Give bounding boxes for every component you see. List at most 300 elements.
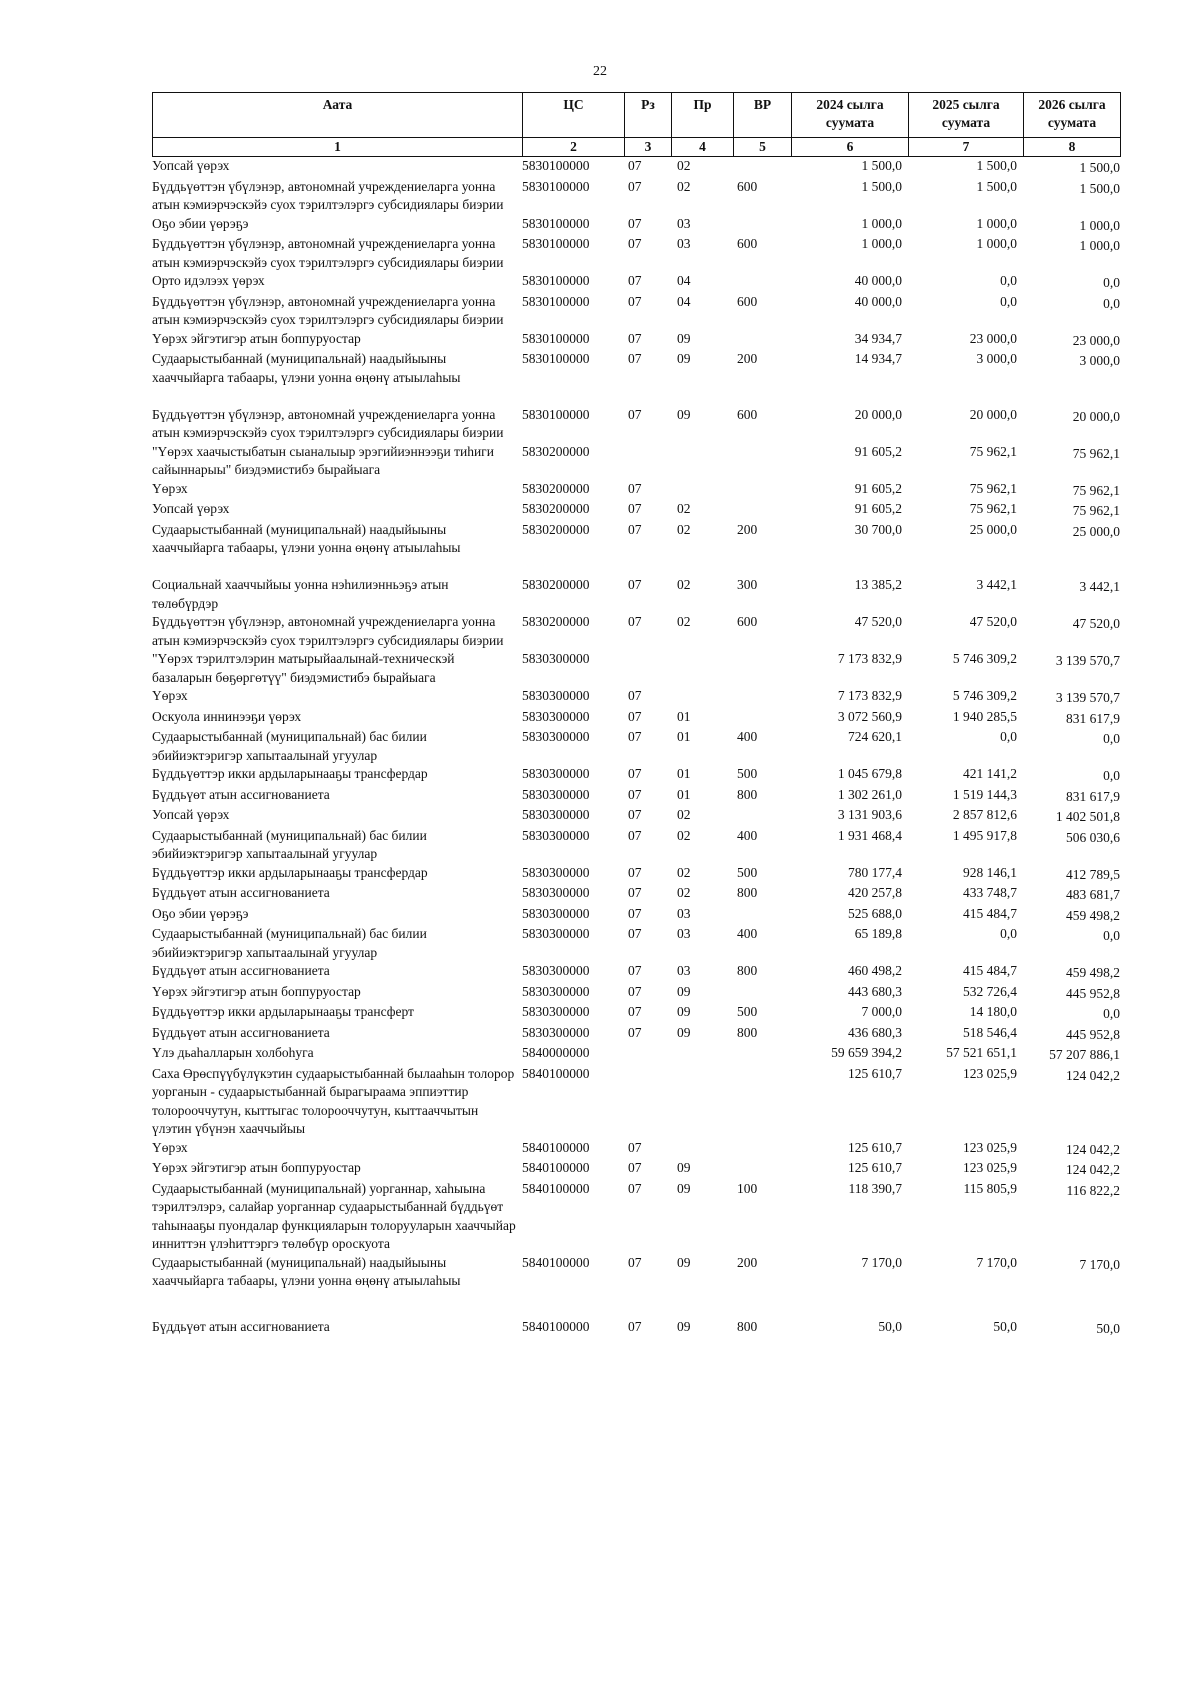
table-row: [152, 1044, 1120, 1065]
row-cs-code: 5830200000: [522, 521, 590, 537]
row-name: Саха Өрөспүүбүлүкэтин судаарыстыбаннай былааһын толорор уорганын - судаарыстыбаннай бырагыраама эппиэттир толорооччутун, кыттыгас толорооччутун, кыттааччытын үлэтин үбүнэн хааччыйыы: [152, 1065, 515, 1136]
row-rz-code: 07: [628, 807, 642, 822]
table-row: [152, 1180, 1120, 1254]
row-amount-2026: 75 962,1: [1072, 482, 1120, 498]
row-vr-code: 800: [737, 885, 758, 900]
table-row: [152, 406, 1120, 443]
row-rz-code: 07: [628, 905, 642, 921]
row-name: Оҕо эбии үөрэҕэ: [152, 905, 249, 921]
row-pr-code: 02: [677, 614, 691, 629]
row-rz-code: 07: [628, 521, 642, 537]
row-amount-2026: 831 617,9: [1066, 710, 1120, 726]
column-number: 5: [734, 138, 792, 157]
row-cs-code: 5830200000: [522, 501, 590, 516]
row-rz-code: [624, 1044, 671, 1065]
row-amount-2024: 34 934,7: [854, 330, 902, 346]
row-amount-2026: 412 789,5: [1066, 866, 1120, 882]
row-cs-code: 5830300000: [522, 729, 590, 744]
table-row: [152, 178, 1120, 215]
row-amount-2024: 724 620,1: [848, 729, 902, 744]
row-amount-2026: 3 000,0: [1079, 353, 1120, 368]
row-amount-2024: 7 173 832,9: [837, 688, 902, 703]
row-amount-2025: 2 857 812,6: [952, 807, 1017, 822]
row-amount-2026: 445 952,8: [1066, 1026, 1120, 1042]
row-name: Бүддьүөт атын ассигнованиета: [152, 885, 330, 900]
row-amount-2024: 525 688,0: [848, 905, 902, 921]
row-amount-2026: 459 498,2: [1066, 907, 1120, 923]
row-cs-code: 5830300000: [522, 708, 590, 724]
row-name: Судаарыстыбаннай (муниципальнай) бас билии эбийиэктэригэр хапытаалынай угуулар: [152, 729, 427, 763]
row-amount-2024: 1 500,0: [861, 158, 902, 173]
row-amount-2025: 0,0: [1000, 729, 1017, 744]
row-amount-2026: 0,0: [1103, 275, 1120, 290]
row-cs-code: 5830300000: [522, 963, 590, 978]
row-rz-code: 07: [628, 688, 642, 703]
row-rz-code: 07: [628, 158, 642, 173]
row-amount-2025: 20 000,0: [969, 406, 1017, 422]
row-name: Бүддьүөт атын ассигнованиета: [152, 963, 330, 978]
row-amount-2026: 1 500,0: [1079, 160, 1120, 175]
row-amount-2025: 75 962,1: [969, 443, 1017, 459]
row-amount-2026: 25 000,0: [1072, 523, 1120, 539]
row-pr-code: 04: [677, 273, 691, 288]
row-name: Үөрэх: [152, 480, 188, 496]
row-name: Бүддьүөт атын ассигнованиета: [152, 1319, 330, 1335]
header-pr: Пр: [672, 93, 734, 138]
row-vr-code: 500: [737, 1004, 758, 1019]
row-cs-code: 5830300000: [522, 1004, 590, 1019]
row-amount-2025: 75 962,1: [969, 501, 1017, 516]
row-amount-2024: 91 605,2: [854, 443, 902, 459]
column-number: 6: [792, 138, 909, 157]
row-pr-code: [671, 1139, 733, 1160]
row-amount-2025: 1 000,0: [976, 215, 1017, 231]
row-amount-2024: 443 680,3: [848, 983, 902, 999]
row-pr-code: 02: [677, 501, 691, 516]
row-name: Бүддьүөттэр икки ардыларынааҕы трансферт: [152, 1004, 414, 1019]
row-amount-2024: 20 000,0: [854, 406, 902, 422]
row-name: Оҕо эбии үөрэҕэ: [152, 215, 249, 231]
row-cs-code: 5840100000: [522, 1319, 590, 1335]
header-rz: Рз: [625, 93, 672, 138]
row-amount-2025: 0,0: [1000, 273, 1017, 288]
row-cs-code: 5830200000: [522, 480, 590, 496]
row-cs-code: 5830100000: [522, 293, 590, 309]
row-cs-code: 5830100000: [522, 236, 590, 251]
table-row: [152, 765, 1120, 786]
row-pr-code: 09: [677, 1160, 691, 1175]
row-amount-2026: 831 617,9: [1066, 788, 1120, 804]
row-rz-code: 07: [628, 501, 642, 516]
row-cs-code: 5830300000: [522, 905, 590, 921]
row-amount-2024: 1 000,0: [861, 215, 902, 231]
row-cs-code: 5830100000: [522, 273, 590, 288]
row-rz-code: 07: [628, 236, 642, 251]
table-row: [152, 1318, 1120, 1339]
row-rz-code: 07: [628, 963, 642, 978]
page-number: 22: [593, 64, 607, 79]
header-2026: 2026 сылга суумата: [1024, 93, 1121, 138]
table-row: [152, 350, 1120, 387]
row-pr-code: 02: [677, 158, 691, 173]
column-number: 2: [523, 138, 625, 157]
row-cs-code: 5830300000: [522, 766, 590, 781]
row-name: Бүддьүөттэн үбүлэнэр, автономнай учреждениеларга уонна атын кэмиэрчэскэйэ суох тэрилтэлэргэ субсидиялары биэрии: [152, 236, 504, 270]
row-cs-code: 5830300000: [522, 651, 590, 666]
row-amount-2026: 506 030,6: [1066, 829, 1120, 845]
row-pr-code: 04: [677, 293, 691, 309]
row-pr-code: 03: [677, 926, 691, 941]
row-amount-2026: 7 170,0: [1079, 1256, 1120, 1272]
table-row: [152, 235, 1120, 272]
row-vr-code: [733, 443, 791, 480]
row-cs-code: 5830300000: [522, 827, 590, 843]
row-vr-code: [733, 157, 791, 178]
row-amount-2026: 3 139 570,7: [1055, 653, 1120, 668]
row-amount-2025: 433 748,7: [963, 885, 1017, 900]
table-row: [152, 687, 1120, 708]
table-row: [152, 905, 1120, 926]
row-amount-2025: 1 519 144,3: [952, 786, 1017, 802]
row-name: Уопсай үөрэх: [152, 807, 230, 822]
row-name: Бүддьүөт атын ассигнованиета: [152, 786, 330, 802]
row-amount-2024: 7 000,0: [861, 1004, 902, 1019]
row-vr-code: [733, 687, 791, 708]
table-row: [152, 500, 1120, 521]
row-name: Судаарыстыбаннай (муниципальнай) уорганнар, хаһыына тэрилтэлэрэ, салайар уорганнар судаарыстыбаннай бүддьүөт таһынааҕы пуондалар функцияларын толорууларын хааччыйар инниттэн үлэһиттэргэ төлөбүр ороскуота: [152, 1180, 516, 1251]
row-amount-2025: 123 025,9: [963, 1065, 1017, 1081]
row-pr-code: [671, 443, 733, 480]
table-row: [152, 884, 1120, 905]
row-name: Бүддьүөттэн үбүлэнэр, автономнай учреждениеларга уонна атын кэмиэрчэскэйэ суох тэрилтэлэргэ субсидиялары биэрии: [152, 178, 504, 212]
row-name: Үөрэх эйгэтигэр атын боппуруостар: [152, 1160, 361, 1175]
row-vr-code: [733, 1044, 791, 1065]
row-rz-code: 07: [628, 480, 642, 496]
row-vr-code: 600: [737, 236, 758, 251]
row-vr-code: 600: [737, 178, 758, 194]
row-rz-code: 07: [628, 614, 642, 629]
row-amount-2024: 3 072 560,9: [837, 708, 902, 724]
row-amount-2024: 3 131 903,6: [837, 807, 902, 822]
row-name: "Үөрэх хаачыстыбатын сыаналыыр эрэгийиэннээҕи тиһиги сайыннарыы" биэдэмистибэ бырайыага: [152, 443, 494, 477]
row-rz-code: 07: [628, 885, 642, 900]
row-rz-code: 07: [628, 1160, 642, 1175]
row-pr-code: 09: [677, 1004, 691, 1019]
row-cs-code: 5830200000: [522, 577, 590, 592]
row-pr-code: 02: [677, 521, 691, 537]
header-2024: 2024 сылга суумата: [792, 93, 909, 138]
row-amount-2024: 7 173 832,9: [837, 651, 902, 666]
table-row: [152, 272, 1120, 293]
row-amount-2026: 75 962,1: [1072, 445, 1120, 461]
row-vr-code: [733, 272, 791, 293]
row-name: Үөрэх: [152, 1139, 188, 1155]
table-row: [152, 215, 1120, 236]
row-amount-2026: 50,0: [1096, 1321, 1120, 1337]
row-amount-2025: 25 000,0: [969, 521, 1017, 537]
row-cs-code: 5830200000: [522, 614, 590, 629]
row-pr-code: 09: [677, 1254, 691, 1270]
row-amount-2026: 57 207 886,1: [1049, 1047, 1120, 1062]
row-amount-2025: 123 025,9: [963, 1139, 1017, 1155]
row-amount-2024: 14 934,7: [854, 351, 902, 366]
row-pr-code: 01: [677, 729, 691, 744]
row-amount-2025: 3 442,1: [976, 577, 1017, 592]
row-amount-2024: 125 610,7: [848, 1160, 902, 1175]
row-rz-code: 07: [628, 1254, 642, 1270]
row-amount-2025: 7 170,0: [976, 1254, 1017, 1270]
row-vr-code: 400: [737, 926, 758, 941]
row-amount-2024: 125 610,7: [848, 1139, 902, 1155]
column-numbers-row: [153, 138, 1121, 157]
row-rz-code: 07: [628, 708, 642, 724]
table-row: [152, 864, 1120, 885]
row-name: Судаарыстыбаннай (муниципальнай) наадыйыыны хааччыйарга табаары, үлэни уонна өңөнү атыылаһыы: [152, 521, 461, 555]
row-amount-2024: 420 257,8: [848, 885, 902, 900]
row-amount-2025: 421 141,2: [963, 766, 1017, 781]
row-pr-code: 01: [677, 786, 691, 802]
table-row: [152, 521, 1120, 558]
header-cs: ЦС: [523, 93, 625, 138]
table-row: [152, 806, 1120, 827]
row-amount-2026: 23 000,0: [1072, 332, 1120, 348]
table-row: [152, 330, 1120, 351]
row-pr-code: [671, 1065, 733, 1139]
row-rz-code: 07: [628, 330, 642, 346]
row-amount-2025: 3 000,0: [976, 351, 1017, 366]
row-name: Уопсай үөрэх: [152, 501, 230, 516]
row-amount-2024: 47 520,0: [854, 614, 902, 629]
column-number: 3: [625, 138, 672, 157]
table-row: [152, 827, 1120, 864]
table-row: [152, 1159, 1120, 1180]
row-pr-code: 03: [677, 215, 691, 231]
row-rz-code: 07: [628, 178, 642, 194]
row-pr-code: 02: [677, 827, 691, 843]
row-pr-code: 09: [677, 983, 691, 999]
row-amount-2025: 5 746 309,2: [952, 688, 1017, 703]
row-vr-code: 600: [737, 614, 758, 629]
row-amount-2025: 518 546,4: [963, 1024, 1017, 1040]
row-vr-code: 800: [737, 1024, 758, 1040]
row-amount-2025: 1 000,0: [976, 236, 1017, 251]
row-amount-2026: 116 822,2: [1066, 1182, 1120, 1198]
row-amount-2026: 0,0: [1103, 1006, 1120, 1021]
row-vr-code: 800: [737, 1319, 758, 1335]
row-amount-2024: 436 680,3: [848, 1024, 902, 1040]
row-pr-code: 02: [677, 864, 691, 880]
table-row: [152, 728, 1120, 765]
row-amount-2024: 50,0: [878, 1319, 902, 1335]
row-cs-code: 5830100000: [522, 158, 590, 173]
row-rz-code: 07: [628, 293, 642, 309]
row-amount-2025: 115 805,9: [963, 1180, 1017, 1196]
row-amount-2026: 1 000,0: [1079, 238, 1120, 253]
row-name: Социальнай хааччыйыы уонна нэһилиэнньэҕэ атын төлөбүрдэр: [152, 577, 449, 611]
row-rz-code: 07: [628, 766, 642, 781]
row-name: Бүддьүөттэн үбүлэнэр, автономнай учреждениеларга уонна атын кэмиэрчэскэйэ суох тэрилтэлэргэ субсидиялары биэрии: [152, 614, 504, 648]
budget-table: [152, 92, 1120, 1339]
row-vr-code: 400: [737, 827, 758, 843]
row-cs-code: 5840100000: [522, 1160, 590, 1175]
row-amount-2024: 91 605,2: [854, 501, 902, 516]
row-vr-code: 500: [737, 766, 758, 781]
row-cs-code: 5840100000: [522, 1254, 590, 1270]
column-number: 4: [672, 138, 734, 157]
row-vr-code: 200: [737, 1254, 758, 1270]
row-name: Бүддьүөттэн үбүлэнэр, автономнай учреждениеларга уонна атын кэмиэрчэскэйэ суох тэрилтэлэргэ субсидиялары биэрии: [152, 406, 504, 440]
row-amount-2026: 0,0: [1103, 731, 1120, 746]
row-amount-2026: 3 442,1: [1079, 579, 1120, 594]
row-name: Үөрэх эйгэтигэр атын боппуруостар: [152, 330, 361, 346]
row-cs-code: 5840100000: [522, 1065, 590, 1081]
row-vr-code: [733, 1139, 791, 1160]
row-cs-code: 5830100000: [522, 330, 590, 346]
row-amount-2025: 1 500,0: [976, 178, 1017, 194]
row-amount-2025: 50,0: [993, 1319, 1017, 1335]
row-pr-code: [671, 650, 733, 687]
row-amount-2026: 124 042,2: [1066, 1162, 1120, 1177]
table-row: [152, 613, 1120, 650]
row-vr-code: [733, 905, 791, 926]
table-row: [152, 480, 1120, 501]
table-row: [152, 1024, 1120, 1045]
row-vr-code: [733, 983, 791, 1004]
row-amount-2026: 0,0: [1103, 768, 1120, 783]
row-rz-code: [624, 1065, 671, 1139]
row-cs-code: 5830300000: [522, 926, 590, 941]
row-cs-code: 5840000000: [522, 1045, 590, 1060]
row-vr-code: [733, 480, 791, 501]
row-vr-code: [733, 500, 791, 521]
row-amount-2025: 0,0: [1000, 293, 1017, 309]
row-amount-2026: 483 681,7: [1066, 887, 1120, 902]
row-rz-code: 07: [628, 1024, 642, 1040]
row-name: Судаарыстыбаннай (муниципальнай) бас билии эбийиэктэригэр хапытаалынай угуулар: [152, 926, 427, 960]
column-number: 1: [153, 138, 523, 157]
row-amount-2024: 125 610,7: [848, 1065, 902, 1081]
row-pr-code: 03: [677, 963, 691, 978]
row-vr-code: 600: [737, 406, 758, 422]
row-amount-2025: 75 962,1: [969, 480, 1017, 496]
row-amount-2025: 415 484,7: [963, 963, 1017, 978]
row-pr-code: 03: [677, 236, 691, 251]
row-vr-code: 300: [737, 577, 758, 592]
row-name: Уопсай үөрэх: [152, 158, 230, 173]
row-cs-code: 5830100000: [522, 406, 590, 422]
row-name: Орто идэлээх үөрэх: [152, 273, 265, 288]
row-vr-code: [733, 708, 791, 729]
row-amount-2025: 532 726,4: [963, 983, 1017, 999]
row-amount-2026: 0,0: [1103, 928, 1120, 943]
row-amount-2025: 47 520,0: [969, 614, 1017, 629]
row-rz-code: 07: [628, 1139, 642, 1155]
row-vr-code: 200: [737, 351, 758, 366]
row-pr-code: [671, 1044, 733, 1065]
row-amount-2026: 1 500,0: [1079, 180, 1120, 196]
row-amount-2026: 20 000,0: [1072, 408, 1120, 424]
row-amount-2024: 91 605,2: [854, 480, 902, 496]
row-amount-2025: 123 025,9: [963, 1160, 1017, 1175]
row-amount-2024: 30 700,0: [854, 521, 902, 537]
row-pr-code: 03: [677, 905, 691, 921]
header-vr: ВР: [734, 93, 792, 138]
row-amount-2025: 1 940 285,5: [952, 708, 1017, 724]
row-pr-code: 09: [677, 406, 691, 422]
row-rz-code: 07: [628, 577, 642, 592]
row-amount-2024: 1 045 679,8: [837, 766, 902, 781]
row-vr-code: [733, 1065, 791, 1139]
row-rz-code: 07: [628, 983, 642, 999]
table-row: [152, 925, 1120, 962]
row-amount-2026: 47 520,0: [1072, 616, 1120, 631]
row-amount-2024: 1 931 468,4: [837, 827, 902, 843]
row-rz-code: 07: [628, 406, 642, 422]
row-amount-2025: 5 746 309,2: [952, 651, 1017, 666]
row-vr-code: 800: [737, 963, 758, 978]
row-pr-code: 09: [677, 351, 691, 366]
row-pr-code: 02: [677, 178, 691, 194]
row-amount-2024: 1 302 261,0: [837, 786, 902, 802]
row-vr-code: 200: [737, 521, 758, 537]
row-amount-2026: 1 402 501,8: [1055, 809, 1120, 824]
row-cs-code: 5840100000: [522, 1139, 590, 1155]
row-amount-2025: 0,0: [1000, 926, 1017, 941]
row-rz-code: 07: [628, 864, 642, 880]
row-amount-2025: 1 500,0: [976, 158, 1017, 173]
row-rz-code: 07: [628, 926, 642, 941]
row-rz-code: 07: [628, 273, 642, 288]
table-row: [152, 1139, 1120, 1160]
row-rz-code: [624, 650, 671, 687]
row-vr-code: [733, 650, 791, 687]
row-pr-code: 02: [677, 807, 691, 822]
row-amount-2024: 65 189,8: [854, 926, 902, 941]
row-amount-2024: 59 659 394,2: [831, 1045, 902, 1060]
table-row: [152, 157, 1120, 178]
table-row: [152, 962, 1120, 983]
row-rz-code: 07: [628, 729, 642, 744]
row-cs-code: 5830100000: [522, 215, 590, 231]
row-amount-2026: 1 000,0: [1079, 217, 1120, 233]
row-amount-2026: 124 042,2: [1066, 1067, 1120, 1083]
row-pr-code: 01: [677, 708, 691, 724]
row-amount-2026: 3 139 570,7: [1055, 690, 1120, 705]
row-cs-code: 5830100000: [522, 351, 590, 366]
row-rz-code: 07: [628, 351, 642, 366]
row-vr-code: [733, 1159, 791, 1180]
row-amount-2024: 1 500,0: [861, 178, 902, 194]
row-cs-code: 5830200000: [522, 443, 590, 459]
table-row: [152, 1254, 1120, 1291]
row-rz-code: 07: [628, 215, 642, 231]
table-row: [152, 293, 1120, 330]
table-row: [152, 576, 1120, 613]
table-header: [152, 92, 1121, 157]
row-cs-code: 5830300000: [522, 688, 590, 703]
row-amount-2024: 40 000,0: [854, 293, 902, 309]
row-name: Оскуола иннинээҕи үөрэх: [152, 708, 302, 724]
row-amount-2024: 40 000,0: [854, 273, 902, 288]
row-cs-code: 5830100000: [522, 178, 590, 194]
row-amount-2024: 1 000,0: [861, 236, 902, 251]
row-amount-2024: 780 177,4: [848, 864, 902, 880]
row-amount-2026: 445 952,8: [1066, 985, 1120, 1001]
row-name: Бүддьүөт атын ассигнованиета: [152, 1024, 330, 1040]
row-vr-code: [733, 215, 791, 236]
row-amount-2026: 75 962,1: [1072, 503, 1120, 518]
row-cs-code: 5830300000: [522, 885, 590, 900]
